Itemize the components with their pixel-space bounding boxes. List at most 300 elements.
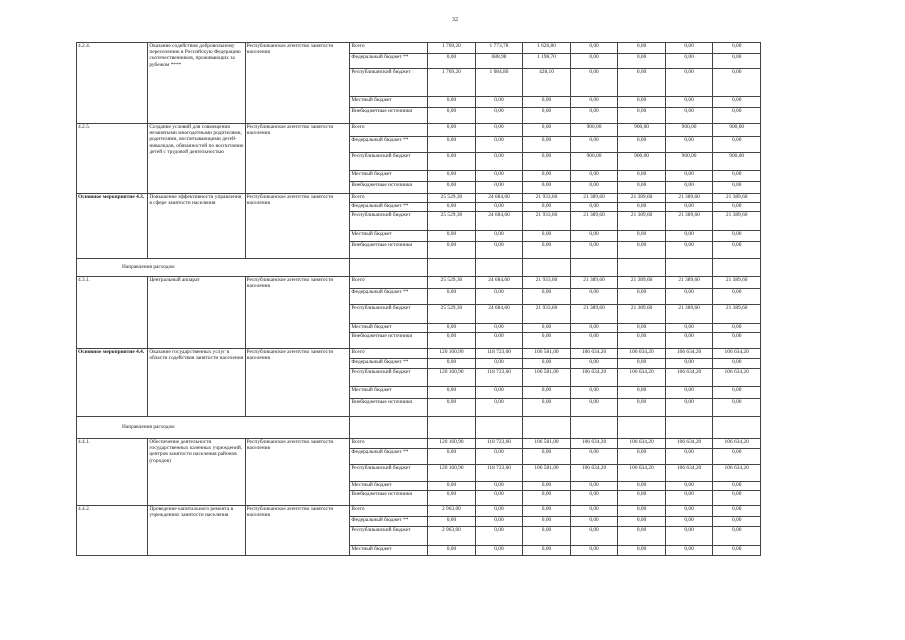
funding-value: 0,00 xyxy=(570,482,618,491)
funding-value: 21 933,60 xyxy=(523,305,571,324)
funding-value: 24 684,60 xyxy=(475,194,523,203)
table-row xyxy=(77,506,761,517)
funding-value: 0,00 xyxy=(523,546,571,556)
funding-value: 0,00 xyxy=(570,242,618,259)
funding-value: 21 389,60 xyxy=(570,277,618,289)
measure-name: Оказание содействия добровольному переселению в Российскую Федерацию соотечественников, проживающих за рубежом **** xyxy=(148,43,245,124)
funding-source: Федеральный бюджет ** xyxy=(350,54,428,69)
funding-value: 106 581,00 xyxy=(523,439,571,449)
empty-cell xyxy=(665,259,713,277)
funding-value: 0,00 xyxy=(428,97,476,108)
funding-value: 106 634,20 xyxy=(570,369,618,387)
measure-code: Основное мероприятие 4.4. xyxy=(77,349,148,417)
funding-value: 106 581,00 xyxy=(523,369,571,387)
funding-value: 0,00 xyxy=(618,69,666,97)
funding-value: 0,00 xyxy=(570,43,618,54)
funding-value: 0,00 xyxy=(570,387,618,399)
funding-value: 0,00 xyxy=(523,97,571,108)
funding-table xyxy=(76,42,761,556)
funding-value: 0,00 xyxy=(713,289,761,305)
funding-value: 0,00 xyxy=(665,97,713,108)
funding-source: Внебюджетные источники xyxy=(350,242,428,259)
funding-value: 0,00 xyxy=(428,333,476,349)
measure-name: Центральный аппарат xyxy=(148,277,245,349)
funding-value: 0,00 xyxy=(570,203,618,212)
funding-value: 0,00 xyxy=(475,546,523,556)
funding-value: 0,00 xyxy=(665,491,713,506)
measure-executor: Республиканское агентство занятости населения xyxy=(245,124,350,194)
funding-value: 0,00 xyxy=(570,506,618,517)
funding-value: 0,00 xyxy=(713,546,761,556)
funding-value: 0,00 xyxy=(618,43,666,54)
funding-value: 0,00 xyxy=(713,333,761,349)
funding-value: 25 529,30 xyxy=(428,305,476,324)
measure-name: Оказание государственных услуг в области содействия занятости населения xyxy=(148,349,245,417)
funding-value: 0,00 xyxy=(475,359,523,369)
funding-value: 106 634,20 xyxy=(570,349,618,359)
funding-value: 0,00 xyxy=(665,399,713,417)
funding-value: 0,00 xyxy=(475,171,523,182)
funding-value: 21 389,60 xyxy=(618,212,666,231)
funding-value: 120 160,90 xyxy=(428,349,476,359)
measure-executor: Республиканское агентство занятости населения xyxy=(245,43,350,124)
funding-value: 0,00 xyxy=(618,399,666,417)
measure-executor: Республиканское агентство занятости населения xyxy=(245,506,350,556)
funding-value: 0,00 xyxy=(570,517,618,527)
empty-cell xyxy=(665,417,713,439)
funding-value: 0,00 xyxy=(570,333,618,349)
funding-value: 1 626,80 xyxy=(523,43,571,54)
funding-value: 0,00 xyxy=(713,69,761,97)
funding-value: 0,00 xyxy=(618,517,666,527)
funding-value: 120 160,90 xyxy=(428,439,476,449)
measure-code: 4.2.5. xyxy=(77,124,148,194)
funding-value: 0,00 xyxy=(570,449,618,465)
funding-value: 0,00 xyxy=(618,359,666,369)
funding-value: 900,00 xyxy=(713,124,761,137)
funding-value: 0,00 xyxy=(523,153,571,171)
funding-value: 21 389,60 xyxy=(713,305,761,324)
funding-source: Внебюджетные источники xyxy=(350,182,428,194)
funding-value: 0,00 xyxy=(428,137,476,153)
funding-value: 0,00 xyxy=(523,137,571,153)
funding-value: 0,00 xyxy=(713,517,761,527)
funding-value: 0,00 xyxy=(713,482,761,491)
funding-value: 2 963,00 xyxy=(428,527,476,546)
funding-value: 0,00 xyxy=(713,171,761,182)
funding-source: Федеральный бюджет ** xyxy=(350,359,428,369)
funding-source: Всего xyxy=(350,124,428,137)
measure-name: Повышение эффективности управления в сфере занятости населения xyxy=(148,194,245,259)
funding-value: 0,00 xyxy=(523,289,571,305)
funding-value: 0,00 xyxy=(523,399,571,417)
funding-value: 0,00 xyxy=(570,97,618,108)
funding-value: 0,00 xyxy=(618,54,666,69)
empty-cell xyxy=(428,259,476,277)
funding-source: Федеральный бюджет ** xyxy=(350,137,428,153)
funding-value: 21 933,60 xyxy=(523,194,571,203)
funding-source: Местный бюджет xyxy=(350,231,428,242)
funding-value: 0,00 xyxy=(428,491,476,506)
funding-value: 2 963,00 xyxy=(428,506,476,517)
funding-value: 0,00 xyxy=(618,231,666,242)
funding-value: 0,00 xyxy=(475,97,523,108)
funding-value: 0,00 xyxy=(665,546,713,556)
funding-value: 900,00 xyxy=(570,124,618,137)
empty-cell xyxy=(428,417,476,439)
table-row xyxy=(77,124,761,137)
funding-value: 106 634,20 xyxy=(713,465,761,482)
funding-value: 25 529,30 xyxy=(428,277,476,289)
funding-value: 0,00 xyxy=(523,482,571,491)
empty-cell xyxy=(523,417,571,439)
section-heading: Направления расходов: xyxy=(77,417,350,439)
funding-value: 0,00 xyxy=(570,69,618,97)
funding-value: 0,00 xyxy=(665,203,713,212)
funding-value: 0,00 xyxy=(523,387,571,399)
funding-source: Всего xyxy=(350,439,428,449)
funding-value: 106 581,00 xyxy=(523,349,571,359)
funding-value: 0,00 xyxy=(713,399,761,417)
funding-value: 900,00 xyxy=(570,153,618,171)
funding-value: 106 634,20 xyxy=(665,369,713,387)
funding-value: 0,00 xyxy=(475,242,523,259)
empty-cell xyxy=(523,259,571,277)
funding-value: 0,00 xyxy=(475,506,523,517)
funding-value: 0,00 xyxy=(618,171,666,182)
table-row xyxy=(77,43,761,54)
funding-value: 21 389,60 xyxy=(713,277,761,289)
funding-value: 0,00 xyxy=(428,324,476,333)
empty-cell xyxy=(570,259,618,277)
funding-value: 0,00 xyxy=(523,231,571,242)
funding-value: 0,00 xyxy=(665,324,713,333)
funding-value: 0,00 xyxy=(665,387,713,399)
funding-value: 21 389,60 xyxy=(570,212,618,231)
funding-value: 0,00 xyxy=(713,182,761,194)
funding-value: 118 723,60 xyxy=(475,465,523,482)
funding-value: 21 389,60 xyxy=(618,194,666,203)
funding-value: 0,00 xyxy=(523,242,571,259)
measure-name: Создание условий для совмещения незанятыми многодетными родителями, родителями, воспитывающими детей-инвалидов, обязанностей по воспитанию детей с трудовой деятельностью xyxy=(148,124,245,194)
funding-value: 0,00 xyxy=(713,359,761,369)
section-heading: Направления расходов: xyxy=(77,259,350,277)
funding-value: 106 634,20 xyxy=(713,439,761,449)
funding-value: 0,00 xyxy=(665,54,713,69)
funding-value: 0,00 xyxy=(523,491,571,506)
funding-source: Республиканский бюджет xyxy=(350,465,428,482)
funding-value: 900,00 xyxy=(713,153,761,171)
measure-name: Проведение капитального ремонта в учреждениях занятости населения xyxy=(148,506,245,556)
empty-cell xyxy=(350,417,428,439)
funding-value: 0,00 xyxy=(428,517,476,527)
funding-value: 0,00 xyxy=(713,242,761,259)
funding-value: 0,00 xyxy=(665,333,713,349)
funding-value: 0,00 xyxy=(665,527,713,546)
measure-name: Обеспечение деятельности государственных казенных учреждений, центров занятости населения районов (городов) xyxy=(148,439,245,506)
funding-value: 0,00 xyxy=(475,108,523,124)
table-row xyxy=(77,349,761,359)
funding-value: 0,00 xyxy=(570,359,618,369)
funding-value: 21 933,60 xyxy=(523,277,571,289)
funding-value: 0,00 xyxy=(570,399,618,417)
funding-value: 0,00 xyxy=(618,97,666,108)
funding-value: 0,00 xyxy=(475,182,523,194)
funding-value: 0,00 xyxy=(428,449,476,465)
funding-value: 0,00 xyxy=(713,506,761,517)
funding-value: 21 389,60 xyxy=(713,194,761,203)
table-row xyxy=(77,439,761,449)
funding-value: 0,00 xyxy=(475,491,523,506)
funding-value: 0,00 xyxy=(428,482,476,491)
funding-source: Всего xyxy=(350,349,428,359)
measure-code: 4.4.2. xyxy=(77,506,148,556)
measure-executor: Республиканское агентство занятости населения xyxy=(245,439,350,506)
funding-value: 0,00 xyxy=(570,546,618,556)
section-heading-row xyxy=(77,259,761,277)
empty-cell xyxy=(350,259,428,277)
funding-value: 0,00 xyxy=(713,387,761,399)
funding-value: 0,00 xyxy=(665,359,713,369)
measure-executor: Республиканское агентство занятости населения xyxy=(245,349,350,417)
funding-value: 0,00 xyxy=(475,333,523,349)
funding-value: 106 634,20 xyxy=(713,369,761,387)
funding-value: 118 723,60 xyxy=(475,439,523,449)
funding-value: 0,00 xyxy=(618,137,666,153)
funding-source: Республиканский бюджет xyxy=(350,212,428,231)
funding-value: 0,00 xyxy=(713,449,761,465)
funding-source: Республиканский бюджет xyxy=(350,153,428,171)
funding-value: 0,00 xyxy=(665,231,713,242)
empty-cell xyxy=(475,417,523,439)
funding-value: 21 389,60 xyxy=(665,194,713,203)
funding-value: 0,00 xyxy=(570,324,618,333)
funding-value: 688,98 xyxy=(475,54,523,69)
funding-value: 0,00 xyxy=(428,54,476,69)
funding-value: 0,00 xyxy=(665,506,713,517)
funding-value: 0,00 xyxy=(618,333,666,349)
measure-code: 4.4.1. xyxy=(77,439,148,506)
funding-source: Республиканский бюджет xyxy=(350,305,428,324)
funding-value: 21 389,60 xyxy=(665,212,713,231)
funding-value: 0,00 xyxy=(570,171,618,182)
funding-value: 0,00 xyxy=(665,137,713,153)
funding-value: 0,00 xyxy=(523,108,571,124)
funding-value: 0,00 xyxy=(713,137,761,153)
funding-value: 118 723,60 xyxy=(475,349,523,359)
funding-value: 0,00 xyxy=(428,108,476,124)
funding-value: 0,00 xyxy=(713,97,761,108)
funding-value: 25 529,30 xyxy=(428,212,476,231)
funding-value: 106 634,20 xyxy=(665,349,713,359)
empty-cell xyxy=(475,259,523,277)
funding-value: 0,00 xyxy=(523,359,571,369)
funding-value: 0,00 xyxy=(665,69,713,97)
funding-value: 0,00 xyxy=(475,289,523,305)
funding-value: 0,00 xyxy=(713,54,761,69)
funding-source: Республиканский бюджет xyxy=(350,527,428,546)
table-row xyxy=(77,277,761,289)
funding-value: 0,00 xyxy=(428,359,476,369)
empty-cell xyxy=(618,259,666,277)
funding-value: 0,00 xyxy=(618,506,666,517)
funding-value: 0,00 xyxy=(428,124,476,137)
funding-value: 1 773,78 xyxy=(475,43,523,54)
funding-value: 106 634,20 xyxy=(570,465,618,482)
funding-value: 21 389,60 xyxy=(570,305,618,324)
funding-value: 900,00 xyxy=(665,124,713,137)
funding-value: 0,00 xyxy=(475,517,523,527)
funding-source: Местный бюджет xyxy=(350,97,428,108)
funding-value: 0,00 xyxy=(475,387,523,399)
funding-source: Внебюджетные источники xyxy=(350,333,428,349)
funding-value: 0,00 xyxy=(428,171,476,182)
funding-value: 900,00 xyxy=(618,153,666,171)
measure-executor: Республиканское агентство занятости населения xyxy=(245,277,350,349)
funding-value: 0,00 xyxy=(618,182,666,194)
funding-value: 0,00 xyxy=(665,242,713,259)
funding-value: 120 160,90 xyxy=(428,369,476,387)
funding-value: 24 684,60 xyxy=(475,305,523,324)
page-number: 32 xyxy=(452,17,458,23)
funding-value: 0,00 xyxy=(618,324,666,333)
funding-value: 106 634,20 xyxy=(618,349,666,359)
funding-source: Федеральный бюджет ** xyxy=(350,203,428,212)
funding-value: 0,00 xyxy=(475,527,523,546)
funding-value: 0,00 xyxy=(713,231,761,242)
funding-source: Внебюджетные источники xyxy=(350,491,428,506)
funding-value: 0,00 xyxy=(475,324,523,333)
funding-value: 0,00 xyxy=(570,289,618,305)
funding-value: 1 769,20 xyxy=(428,69,476,97)
funding-value: 24 684,60 xyxy=(475,212,523,231)
funding-value: 106 634,20 xyxy=(665,439,713,449)
funding-value: 0,00 xyxy=(618,108,666,124)
funding-source: Федеральный бюджет ** xyxy=(350,449,428,465)
funding-source: Внебюджетные источники xyxy=(350,108,428,124)
funding-source: Всего xyxy=(350,506,428,517)
funding-value: 0,00 xyxy=(428,387,476,399)
funding-value: 0,00 xyxy=(428,231,476,242)
funding-value: 0,00 xyxy=(665,449,713,465)
funding-value: 0,00 xyxy=(570,54,618,69)
funding-value: 0,00 xyxy=(475,482,523,491)
funding-value: 21 389,60 xyxy=(665,305,713,324)
funding-value: 106 634,20 xyxy=(570,439,618,449)
funding-value: 0,00 xyxy=(713,324,761,333)
empty-cell xyxy=(570,417,618,439)
funding-value: 0,00 xyxy=(428,242,476,259)
funding-value: 106 634,20 xyxy=(618,439,666,449)
funding-value: 118 723,60 xyxy=(475,369,523,387)
funding-value: 0,00 xyxy=(475,153,523,171)
funding-value: 0,00 xyxy=(665,43,713,54)
funding-value: 1 198,70 xyxy=(523,54,571,69)
measure-code: 4.2.4. xyxy=(77,43,148,124)
funding-value: 0,00 xyxy=(475,124,523,137)
funding-source: Внебюджетные источники xyxy=(350,399,428,417)
funding-value: 0,00 xyxy=(475,399,523,417)
funding-value: 0,00 xyxy=(618,203,666,212)
funding-value: 21 389,60 xyxy=(570,194,618,203)
funding-source: Всего xyxy=(350,43,428,54)
funding-source: Всего xyxy=(350,277,428,289)
funding-value: 0,00 xyxy=(428,203,476,212)
funding-value: 0,00 xyxy=(665,108,713,124)
funding-value: 0,00 xyxy=(428,399,476,417)
empty-cell xyxy=(713,417,761,439)
funding-value: 0,00 xyxy=(618,482,666,491)
funding-value: 0,00 xyxy=(428,182,476,194)
funding-value: 21 389,60 xyxy=(665,277,713,289)
funding-value: 106 634,20 xyxy=(618,465,666,482)
funding-value: 21 389,60 xyxy=(618,277,666,289)
funding-source: Местный бюджет xyxy=(350,324,428,333)
funding-value: 0,00 xyxy=(428,153,476,171)
funding-value: 0,00 xyxy=(570,137,618,153)
funding-value: 0,00 xyxy=(570,231,618,242)
funding-value: 0,00 xyxy=(665,289,713,305)
funding-value: 428,10 xyxy=(523,69,571,97)
funding-value: 106 634,20 xyxy=(665,465,713,482)
funding-value: 0,00 xyxy=(523,517,571,527)
funding-value: 106 581,00 xyxy=(523,465,571,482)
funding-value: 0,00 xyxy=(713,527,761,546)
funding-source: Республиканский бюджет xyxy=(350,369,428,387)
funding-value: 120 160,90 xyxy=(428,465,476,482)
funding-value: 0,00 xyxy=(665,517,713,527)
funding-value: 0,00 xyxy=(475,137,523,153)
funding-value: 0,00 xyxy=(713,43,761,54)
funding-value: 21 389,60 xyxy=(713,212,761,231)
table-row xyxy=(77,194,761,203)
funding-value: 25 529,30 xyxy=(428,194,476,203)
funding-source: Местный бюджет xyxy=(350,171,428,182)
funding-value: 0,00 xyxy=(618,289,666,305)
funding-value: 0,00 xyxy=(475,203,523,212)
funding-value: 900,00 xyxy=(618,124,666,137)
funding-value: 0,00 xyxy=(713,203,761,212)
funding-source: Всего xyxy=(350,194,428,203)
funding-value: 1 769,20 xyxy=(428,43,476,54)
funding-value: 0,00 xyxy=(570,491,618,506)
funding-source: Местный бюджет xyxy=(350,387,428,399)
funding-value: 900,00 xyxy=(665,153,713,171)
funding-value: 0,00 xyxy=(665,482,713,491)
funding-value: 0,00 xyxy=(665,171,713,182)
funding-value: 0,00 xyxy=(475,449,523,465)
funding-value: 0,00 xyxy=(713,491,761,506)
funding-value: 0,00 xyxy=(523,449,571,465)
empty-cell xyxy=(618,417,666,439)
funding-value: 0,00 xyxy=(618,527,666,546)
funding-value: 0,00 xyxy=(618,491,666,506)
funding-value: 0,00 xyxy=(618,449,666,465)
funding-value: 0,00 xyxy=(570,108,618,124)
measure-code: 4.3.1. xyxy=(77,277,148,349)
funding-value: 0,00 xyxy=(523,333,571,349)
funding-value: 21 933,60 xyxy=(523,212,571,231)
funding-value: 0,00 xyxy=(428,289,476,305)
funding-value: 21 389,60 xyxy=(618,305,666,324)
funding-value: 0,00 xyxy=(523,124,571,137)
funding-source: Федеральный бюджет ** xyxy=(350,517,428,527)
empty-cell xyxy=(713,259,761,277)
measure-executor: Республиканское агентство занятости населения xyxy=(245,194,350,259)
funding-source: Республиканский бюджет xyxy=(350,69,428,97)
funding-value: 106 634,20 xyxy=(618,369,666,387)
funding-value: 0,00 xyxy=(523,182,571,194)
